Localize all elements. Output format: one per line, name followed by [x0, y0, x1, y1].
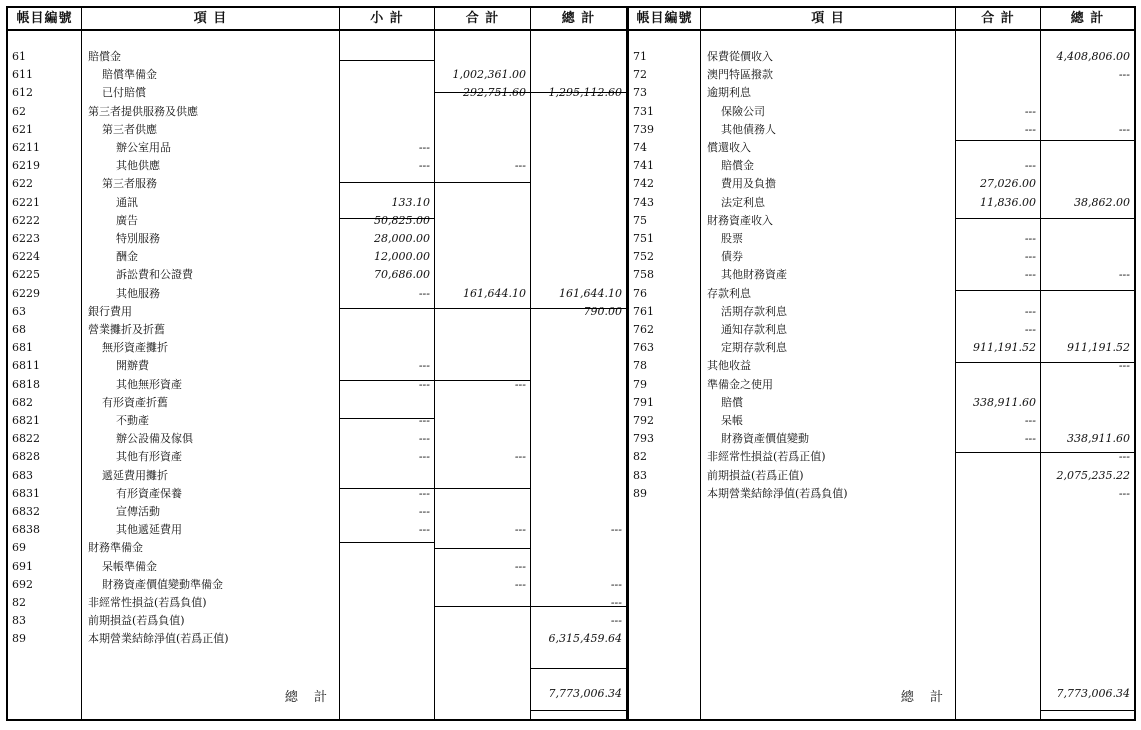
account-item: 股票 — [721, 232, 743, 245]
account-item: 呆帳準備金 — [102, 559, 157, 573]
total-value: --- — [514, 559, 526, 573]
column-rule — [435, 488, 530, 489]
column-rule — [435, 548, 530, 549]
account-code: 72 — [633, 68, 647, 82]
total-value: --- — [1024, 232, 1036, 245]
account-item: 第三者服務 — [102, 177, 157, 191]
account-code: 73 — [633, 86, 647, 100]
total-value: --- — [1024, 159, 1036, 173]
account-code: 692 — [12, 577, 33, 591]
column-rule — [531, 606, 626, 607]
account-item: 銀行費用 — [88, 304, 132, 318]
left-total-column — [435, 8, 531, 719]
account-code: 622 — [12, 177, 33, 191]
account-code: 741 — [633, 159, 654, 173]
subtotal-value: --- — [418, 141, 430, 154]
account-code: 71 — [633, 50, 647, 63]
grand-total-value: 338,911.60 — [1067, 432, 1130, 446]
account-code: 691 — [12, 559, 33, 573]
grand-total-value: 38,862.00 — [1074, 195, 1130, 209]
account-code: 751 — [633, 232, 654, 245]
account-item: 澳門特區撥款 — [707, 68, 773, 82]
column-rule — [340, 542, 434, 543]
total-value: 27,026.00 — [980, 177, 1036, 191]
grand-total-value: --- — [1118, 450, 1130, 464]
subtotal-value: --- — [418, 414, 430, 427]
account-code: 61 — [12, 50, 26, 63]
account-item: 其他服務 — [116, 286, 160, 300]
account-item: 辦公室用品 — [116, 141, 171, 154]
grand-total-value: --- — [1118, 268, 1130, 282]
account-code: 6223 — [12, 232, 40, 245]
account-item: 酬金 — [116, 250, 138, 264]
account-code: 76 — [633, 286, 647, 300]
left-subtotal-header: 小 計 — [340, 8, 434, 31]
grand-total-value: --- — [1118, 359, 1130, 373]
account-code: 6828 — [12, 450, 40, 464]
account-item: 其他債務人 — [721, 122, 776, 136]
grand-total-value: 6,315,459.64 — [548, 632, 622, 646]
left-item-header: 項 目 — [82, 8, 339, 31]
left-subtotal-column — [340, 8, 435, 719]
account-code: 89 — [12, 632, 26, 646]
grand-total-value: 790.00 — [583, 304, 622, 318]
grand-total-value: --- — [610, 523, 622, 537]
subtotal-value: --- — [418, 286, 430, 300]
account-code: 6219 — [12, 159, 40, 173]
total-value: --- — [1024, 250, 1036, 264]
account-code: 6224 — [12, 250, 40, 264]
column-rule — [435, 380, 530, 381]
grand-total-value: --- — [1118, 68, 1130, 82]
account-item: 宣傳活動 — [116, 505, 160, 518]
subtotal-value: 70,686.00 — [374, 268, 430, 282]
account-item: 定期存款利息 — [721, 341, 787, 355]
column-rule — [1041, 290, 1134, 291]
account-item: 財務資產價值變動 — [721, 432, 809, 446]
account-code: 6221 — [12, 195, 40, 209]
account-code: 762 — [633, 323, 654, 336]
column-rule — [435, 92, 530, 93]
account-code: 68 — [12, 323, 26, 336]
column-rule — [340, 60, 434, 61]
account-code: 6818 — [12, 377, 40, 391]
account-code: 63 — [12, 304, 26, 318]
account-item: 開辦費 — [116, 359, 149, 373]
account-code: 6838 — [12, 523, 40, 537]
total-value: --- — [1024, 122, 1036, 136]
grand-total-value: --- — [1118, 486, 1130, 500]
account-code: 83 — [633, 468, 647, 482]
total-value: --- — [514, 377, 526, 391]
account-item: 財務準備金 — [88, 541, 143, 555]
account-item: 已付賠償 — [102, 86, 146, 100]
total-value: --- — [514, 450, 526, 464]
grand-total-value: 911,191.52 — [1067, 341, 1130, 355]
account-item: 本期營業結餘淨值(若爲正值) — [88, 632, 229, 646]
account-code: 682 — [12, 395, 33, 409]
total-value: --- — [1024, 432, 1036, 446]
grand-total-value: --- — [1118, 122, 1130, 136]
account-item: 逾期利息 — [707, 86, 751, 100]
subtotal-value: 50,825.00 — [374, 213, 430, 227]
right-total-column — [956, 8, 1041, 719]
account-code: 761 — [633, 304, 654, 318]
account-item: 財務資產價值變動準備金 — [102, 577, 223, 591]
grand-total-value: 161,644.10 — [559, 286, 622, 300]
account-code: 6211 — [12, 141, 40, 154]
account-code: 74 — [633, 141, 647, 154]
account-code: 742 — [633, 177, 654, 191]
total-value: --- — [1024, 268, 1036, 282]
account-code: 752 — [633, 250, 654, 264]
account-code: 743 — [633, 195, 654, 209]
right-code-column — [629, 8, 701, 719]
account-code: 69 — [12, 541, 26, 555]
column-rule — [1041, 362, 1134, 363]
subtotal-value: --- — [418, 450, 430, 464]
account-item: 訴訟費和公證費 — [116, 268, 193, 282]
account-item: 通知存款利息 — [721, 323, 787, 336]
account-item: 辦公設備及傢俱 — [116, 432, 193, 446]
account-item: 有形資產保養 — [116, 486, 182, 500]
grand-total-value: --- — [610, 596, 622, 609]
account-code: 6822 — [12, 432, 40, 446]
account-code: 621 — [12, 122, 33, 136]
account-code: 89 — [633, 486, 647, 500]
total-value: 292,751.60 — [463, 86, 526, 100]
subtotal-value: 12,000.00 — [374, 250, 430, 264]
account-item: 非經常性損益(若爲正值) — [707, 450, 826, 464]
account-item: 其他有形資產 — [116, 450, 182, 464]
account-code: 82 — [633, 450, 647, 464]
account-code: 62 — [12, 104, 26, 118]
column-rule — [435, 182, 530, 183]
account-code: 6811 — [12, 359, 40, 373]
total-value: --- — [1024, 414, 1036, 427]
total-value: 11,836.00 — [980, 195, 1036, 209]
column-rule — [1041, 140, 1134, 141]
column-rule — [435, 308, 530, 309]
account-item: 賠償 — [721, 395, 743, 409]
account-code: 6832 — [12, 505, 40, 518]
column-rule — [435, 606, 530, 607]
account-item: 賠償金 — [88, 50, 121, 63]
subtotal-value: --- — [418, 505, 430, 518]
account-item: 保費從價收入 — [707, 50, 773, 63]
subtotal-value: --- — [418, 359, 430, 373]
account-item: 呆帳 — [721, 414, 743, 427]
left-code-header: 帳目編號 — [8, 8, 81, 31]
left-code-column — [8, 8, 82, 719]
subtotal-value: --- — [418, 377, 430, 391]
column-rule — [956, 452, 1040, 453]
column-rule — [1041, 218, 1134, 219]
account-code: 792 — [633, 414, 654, 427]
account-item: 存款利息 — [707, 286, 751, 300]
subtotal-value: 133.10 — [391, 195, 430, 209]
account-item: 財務資產收入 — [707, 213, 773, 227]
grand-total-value: --- — [610, 577, 622, 591]
account-item: 前期損益(若爲正值) — [707, 468, 804, 482]
total-value: --- — [1024, 104, 1036, 118]
financial-statement-table — [6, 6, 1136, 721]
account-code: 791 — [633, 395, 654, 409]
account-item: 不動產 — [116, 414, 149, 427]
account-code: 6831 — [12, 486, 40, 500]
right-total-header: 合 計 — [956, 8, 1040, 31]
account-item: 賠償準備金 — [102, 68, 157, 82]
total-value: 1,002,361.00 — [452, 68, 526, 82]
total-value: 161,644.10 — [463, 286, 526, 300]
column-rule — [531, 308, 626, 309]
column-rule — [1041, 452, 1134, 453]
column-rule — [340, 488, 434, 489]
account-item: 前期損益(若爲負值) — [88, 614, 185, 628]
right-grand-total-value: 7,773,006.34 — [1056, 687, 1130, 700]
column-rule — [956, 140, 1040, 141]
right-item-header: 項 目 — [701, 8, 955, 31]
account-item: 其他遞延費用 — [116, 523, 182, 537]
account-item: 特別服務 — [116, 232, 160, 245]
column-rule — [956, 218, 1040, 219]
account-item: 有形資產折舊 — [102, 395, 168, 409]
subtotal-value: --- — [418, 486, 430, 500]
account-item: 活期存款利息 — [721, 304, 787, 318]
account-item: 第三者提供服務及供應 — [88, 104, 198, 118]
total-value: 911,191.52 — [973, 341, 1036, 355]
column-rule — [340, 218, 434, 219]
subtotal-value: --- — [418, 159, 430, 173]
account-item: 其他無形資產 — [116, 377, 182, 391]
account-item: 無形資產攤折 — [102, 341, 168, 355]
account-code: 75 — [633, 213, 647, 227]
left-grand-total-value: 7,773,006.34 — [548, 687, 622, 700]
right-code-header: 帳目編號 — [629, 8, 700, 31]
account-item: 通訊 — [116, 195, 138, 209]
account-code: 6229 — [12, 286, 40, 300]
account-item: 償還收入 — [707, 141, 751, 154]
account-item: 本期營業結餘淨值(若爲負值) — [707, 486, 848, 500]
total-value: --- — [1024, 323, 1036, 336]
account-item: 其他收益 — [707, 359, 751, 373]
subtotal-value: --- — [418, 432, 430, 446]
right-item-column — [701, 8, 956, 719]
total-value: 338,911.60 — [973, 395, 1036, 409]
account-item: 遞延費用攤折 — [102, 468, 168, 482]
subtotal-value: --- — [418, 523, 430, 537]
left-grand-header: 總 計 — [531, 8, 626, 31]
account-item: 第三者供應 — [102, 122, 157, 136]
account-item: 其他供應 — [116, 159, 160, 173]
account-item: 廣告 — [116, 213, 138, 227]
account-code: 6225 — [12, 268, 40, 282]
account-code: 758 — [633, 268, 654, 282]
account-item: 賠償金 — [721, 159, 754, 173]
left-grand-column — [531, 8, 629, 719]
account-item: 法定利息 — [721, 195, 765, 209]
account-code: 611 — [12, 68, 33, 82]
total-value: --- — [514, 577, 526, 591]
left-total-label: 總 計 — [284, 690, 333, 705]
account-item: 債券 — [721, 250, 743, 264]
account-item: 費用及負擔 — [721, 177, 776, 191]
right-grand-column — [1041, 8, 1134, 719]
column-rule — [531, 710, 626, 711]
total-value: --- — [514, 523, 526, 537]
total-value: --- — [514, 159, 526, 173]
column-rule — [340, 182, 434, 183]
account-code: 683 — [12, 468, 33, 482]
account-code: 731 — [633, 104, 654, 118]
right-grand-header: 總 計 — [1041, 8, 1134, 31]
account-code: 79 — [633, 377, 647, 391]
column-rule — [340, 308, 434, 309]
column-rule — [340, 418, 434, 419]
account-code: 6821 — [12, 414, 40, 427]
grand-total-value: 1,295,112.60 — [548, 86, 622, 100]
column-rule — [956, 290, 1040, 291]
grand-total-value: 4,408,806.00 — [1056, 50, 1130, 63]
account-code: 78 — [633, 359, 647, 373]
account-code: 681 — [12, 341, 33, 355]
column-rule — [531, 92, 626, 93]
grand-total-value: --- — [610, 614, 622, 628]
account-item: 準備金之使用 — [707, 377, 773, 391]
account-code: 793 — [633, 432, 654, 446]
right-total-label: 總 計 — [900, 690, 949, 705]
account-item: 其他財務資產 — [721, 268, 787, 282]
column-rule — [956, 362, 1040, 363]
account-item: 非經常性損益(若爲負值) — [88, 596, 207, 609]
column-rule — [340, 380, 434, 381]
column-rule — [1041, 710, 1134, 711]
left-total-header: 合 計 — [435, 8, 530, 31]
account-code: 612 — [12, 86, 33, 100]
column-rule — [531, 668, 626, 669]
left-item-column — [82, 8, 340, 719]
subtotal-value: 28,000.00 — [374, 232, 430, 245]
account-item: 營業攤折及折舊 — [88, 323, 165, 336]
account-item: 保險公司 — [721, 104, 765, 118]
account-code: 6222 — [12, 213, 40, 227]
account-code: 82 — [12, 596, 26, 609]
total-value: --- — [1024, 304, 1036, 318]
grand-total-value: 2,075,235.22 — [1056, 468, 1130, 482]
account-code: 83 — [12, 614, 26, 628]
account-code: 739 — [633, 122, 654, 136]
account-code: 763 — [633, 341, 654, 355]
